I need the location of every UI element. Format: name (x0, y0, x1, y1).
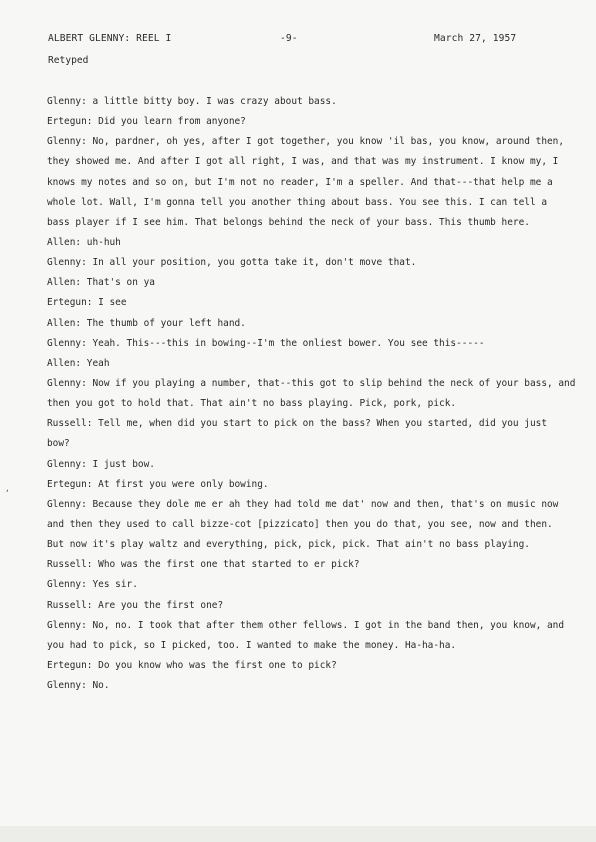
transcript-line: Glenny: Because they dole me er ah they had told me dat' now and then, that's on music now (47, 498, 559, 510)
transcript-line: they showed me. And after I got all right, I was, and that was my instrument. I know my, I (47, 156, 559, 168)
transcript-line: Russell: Who was the first one that started to er pick? (47, 559, 360, 571)
margin-mark: , (5, 484, 10, 493)
transcript-line: Glenny: Yes sir. (47, 579, 138, 591)
transcript-line: Allen: Yeah (47, 357, 110, 369)
transcript-line: Glenny: No, pardner, oh yes, after I got together, you know 'il bas, you know, around then, (47, 136, 565, 148)
transcript-line: whole lot. Wall, I'm gonna tell you another thing about bass. You see this. I can tell a (47, 196, 548, 208)
transcript-line: Allen: uh-huh (47, 236, 121, 248)
transcript-line: then you got to hold that. That ain't no bass playing. Pick, pork, pick. (47, 398, 457, 410)
transcript-line: and then they used to call bizze-cot [pizzicato] then you do that, you see, now and then. (47, 518, 553, 530)
transcript-line: you had to pick, so I picked, too. I wanted to make the money. Ha-ha-ha. (47, 639, 457, 651)
page-number: -9- (280, 33, 298, 44)
transcript-line: bass player if I see him. That belongs behind the neck of your bass. This thumb here. (47, 216, 530, 228)
transcript-line: Ertegun: At first you were only bowing. (47, 478, 269, 490)
transcript-line: Allen: The thumb of your left hand. (47, 317, 246, 329)
transcript-line: Russell: Tell me, when did you start to pick on the bass? When you started, did you just (47, 418, 548, 430)
transcript-line: Ertegun: I see (47, 297, 127, 309)
transcript-line: Glenny: Yeah. This---this in bowing--I'm the onliest bower. You see this----- (47, 337, 485, 349)
transcript-line: Ertegun: Did you learn from anyone? (47, 116, 246, 128)
page-bottom-edge (0, 826, 596, 842)
transcript-line: Allen: That's on ya (47, 277, 155, 289)
transcript-line: But now it's play waltz and everything, pick, pick, pick. That ain't no bass playing. (47, 539, 530, 551)
transcript-line: Ertegun: Do you know who was the first one to pick? (47, 659, 337, 671)
transcript-line: bow? (47, 438, 70, 450)
header-reel-title: ALBERT GLENNY: REEL I (48, 33, 172, 44)
transcript-line: Glenny: In all your position, you gotta take it, don't move that. (47, 257, 417, 269)
transcript-line: Glenny: Now if you playing a number, that--this got to slip behind the neck of your bass, and (47, 377, 576, 389)
transcript-line: knows my notes and so on, but I'm not no reader, I'm a speller. And that---that help me a (47, 176, 553, 188)
transcript-body (47, 92, 576, 696)
transcript-line: Glenny: I just bow. (47, 458, 155, 470)
transcript-line: Glenny: No, no. I took that after them other fellows. I got in the band then, you know, and (47, 619, 565, 631)
transcript-line: Glenny: No. (47, 680, 110, 692)
transcript-line: Glenny: a little bitty boy. I was crazy about bass. (47, 96, 337, 107)
transcript-line: Russell: Are you the first one? (47, 599, 224, 611)
header-date: March 27, 1957 (434, 33, 517, 44)
retyped-note: Retyped (48, 55, 89, 66)
